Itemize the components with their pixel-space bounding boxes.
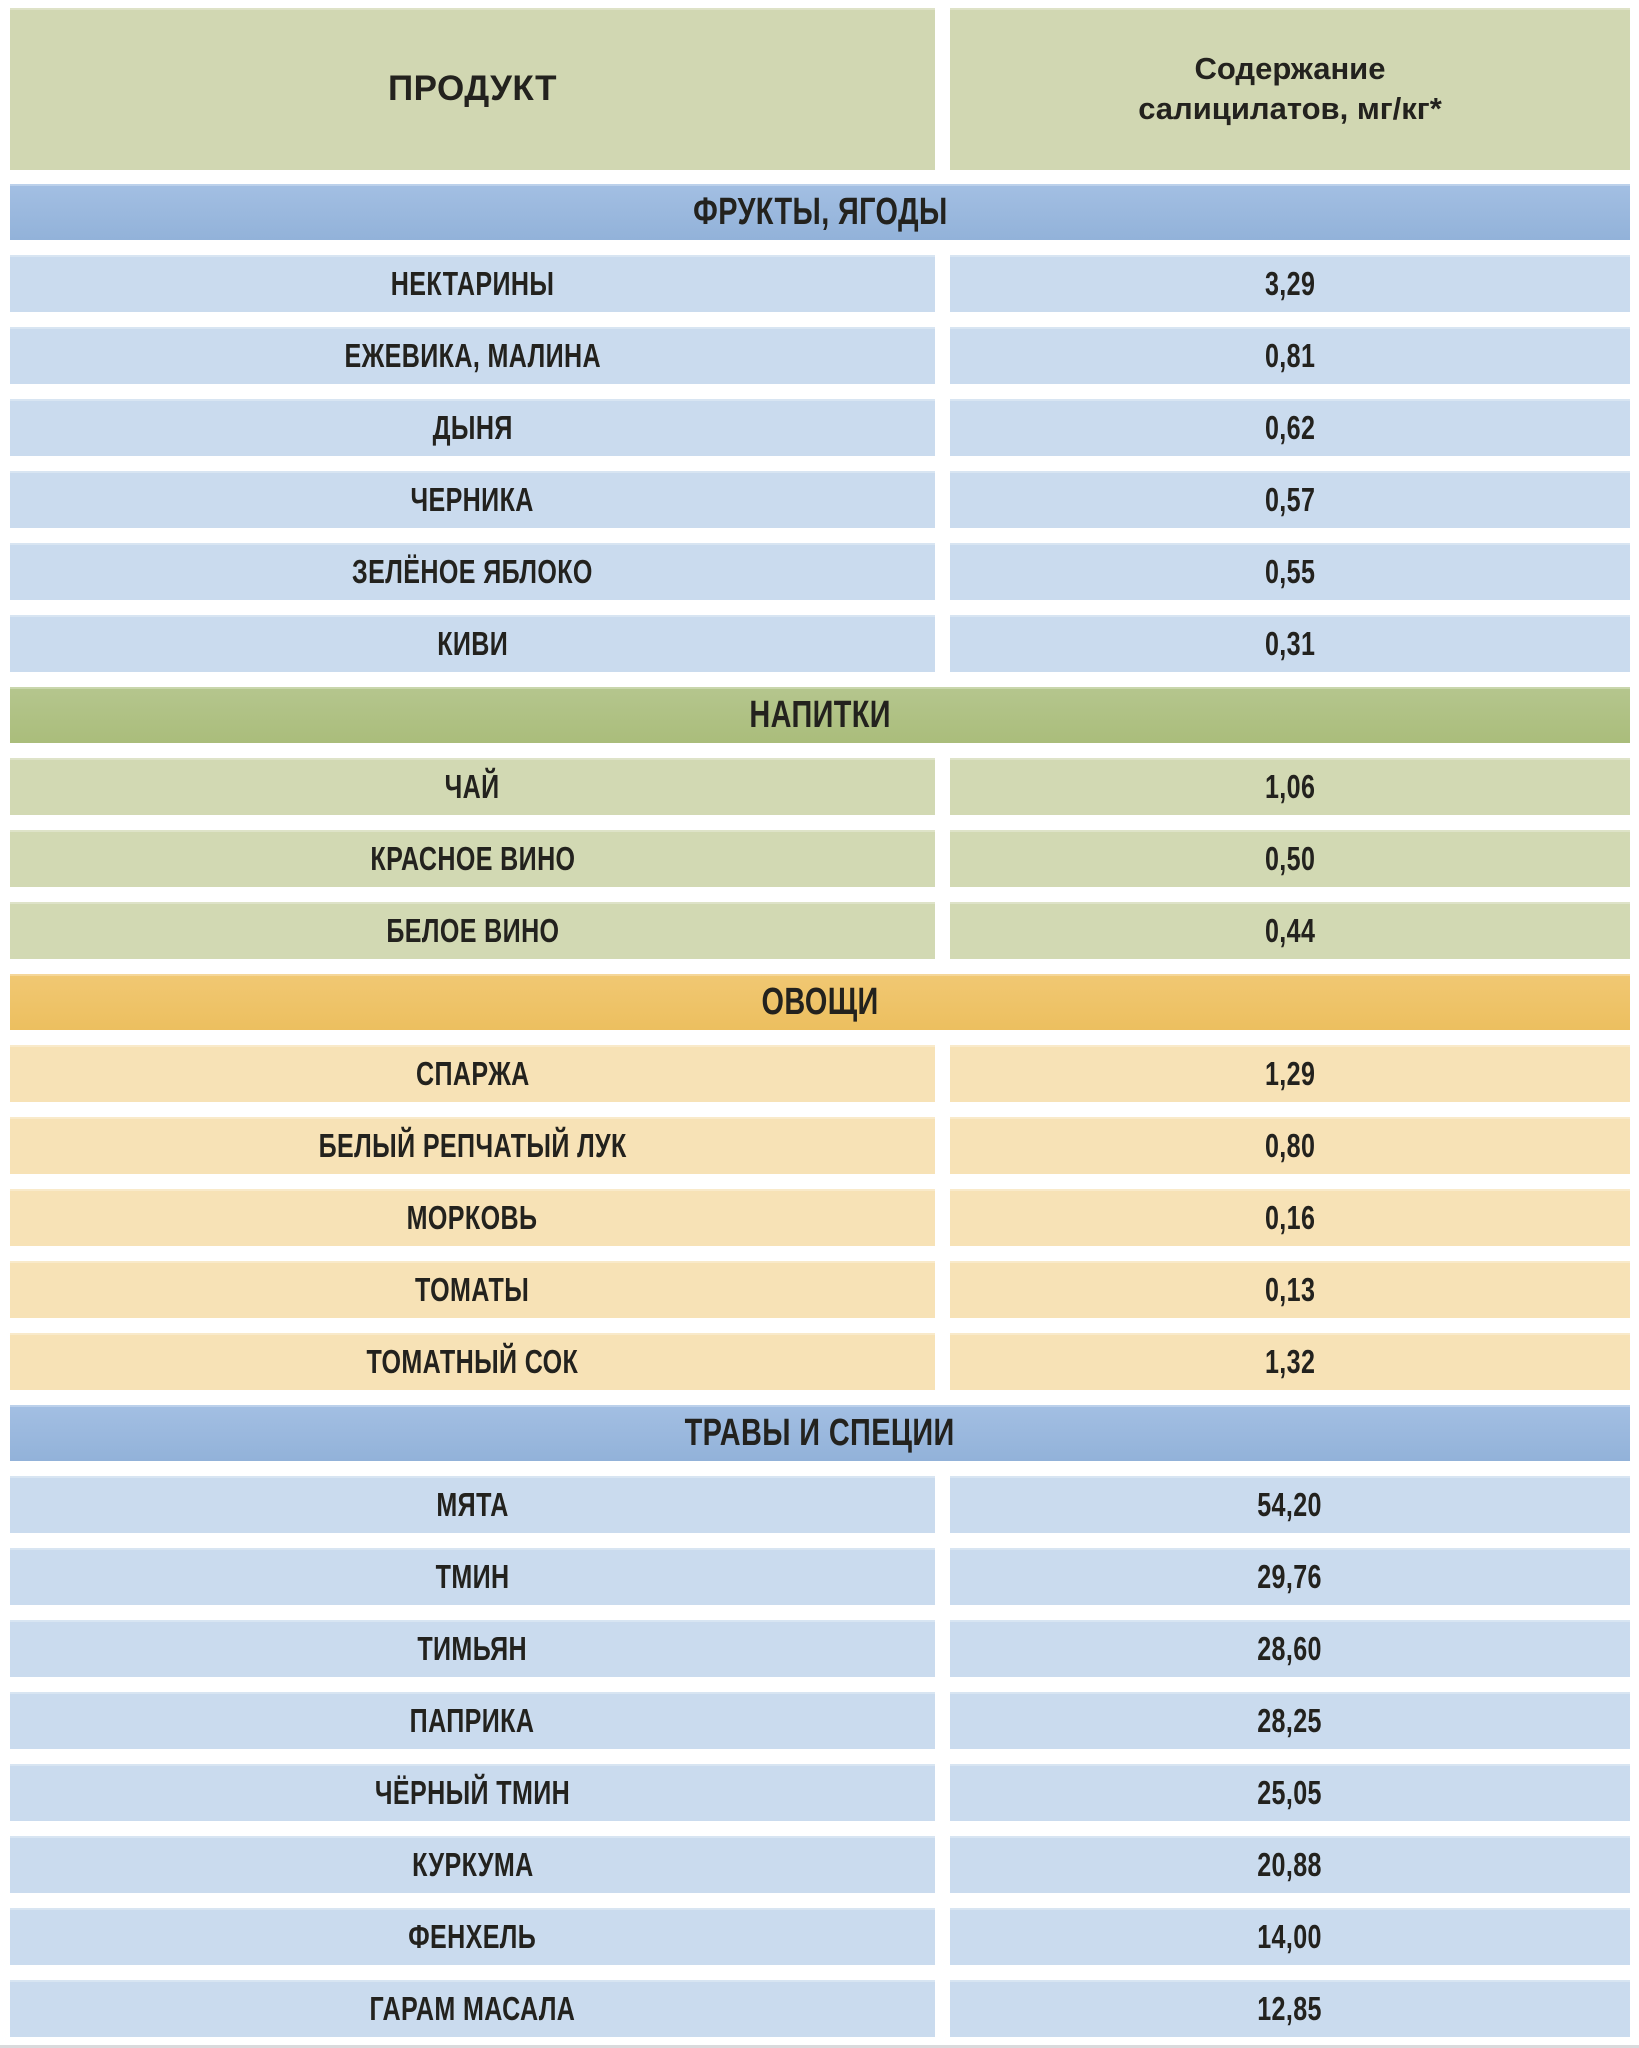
value-cell xyxy=(950,1117,1630,1174)
product-name: ЕЖЕВИКА, МАЛИНА xyxy=(344,336,601,374)
salicylate-value: 0,13 xyxy=(1264,1270,1316,1308)
product-name: МОРКОВЬ xyxy=(407,1198,538,1236)
salicylate-value: 1,06 xyxy=(1264,767,1316,805)
salicylate-value: 0,16 xyxy=(1264,1198,1316,1236)
product-name: КРАСНОЕ ВИНО xyxy=(369,839,576,877)
product-cell xyxy=(10,1692,935,1749)
table-row xyxy=(10,543,1630,600)
value-cell xyxy=(950,1333,1630,1390)
section-title: ТРАВЫ И СПЕЦИИ xyxy=(685,1411,955,1454)
product-cell xyxy=(10,1476,935,1533)
value-cell xyxy=(950,758,1630,815)
section-title: НАПИТКИ xyxy=(749,693,891,736)
product-name: КУРКУМА xyxy=(411,1845,534,1883)
product-name: ТОМАТЫ xyxy=(415,1270,530,1308)
salicylate-value: 3,29 xyxy=(1264,264,1316,302)
product-column-header xyxy=(10,8,935,170)
product-name: БЕЛОЕ ВИНО xyxy=(385,911,560,949)
value-cell xyxy=(950,1189,1630,1246)
product-name: ТИМЬЯН xyxy=(417,1629,528,1667)
product-name: КИВИ xyxy=(436,624,508,662)
value-cell xyxy=(950,902,1630,959)
salicylate-value: 0,44 xyxy=(1264,911,1316,949)
product-cell xyxy=(10,1045,935,1102)
salicylate-value: 0,62 xyxy=(1264,408,1316,446)
value-cell xyxy=(950,1620,1630,1677)
product-cell xyxy=(10,471,935,528)
salicylate-value: 29,76 xyxy=(1257,1557,1323,1595)
salicylate-value: 1,29 xyxy=(1264,1054,1316,1092)
value-cell xyxy=(950,399,1630,456)
product-cell xyxy=(10,615,935,672)
salicylate-value: 14,00 xyxy=(1257,1917,1323,1955)
product-name: ДЫНЯ xyxy=(432,408,513,446)
value-cell xyxy=(950,1692,1630,1749)
salicylate-value: 20,88 xyxy=(1257,1845,1323,1883)
salicylate-value: 1,32 xyxy=(1264,1342,1316,1380)
section-header xyxy=(10,184,1630,240)
value-cell xyxy=(950,1980,1630,2037)
product-name: ЧЕРНИКА xyxy=(410,480,535,518)
table-row xyxy=(10,399,1630,456)
product-column-label: ПРОДУКТ xyxy=(387,69,558,108)
table-row xyxy=(10,1980,1630,2037)
product-cell xyxy=(10,1836,935,1893)
product-cell xyxy=(10,1980,935,2037)
table-body xyxy=(10,184,1630,2037)
product-cell xyxy=(10,1189,935,1246)
table-row xyxy=(10,1692,1630,1749)
product-name: ТОМАТНЫЙ СОК xyxy=(366,1342,579,1380)
salicylate-value: 0,81 xyxy=(1264,336,1316,374)
salicylate-value: 0,50 xyxy=(1264,839,1316,877)
section-header-cell xyxy=(10,687,1630,743)
table-row xyxy=(10,758,1630,815)
product-cell xyxy=(10,327,935,384)
value-cell xyxy=(950,1045,1630,1102)
table-row xyxy=(10,1117,1630,1174)
product-cell xyxy=(10,1261,935,1318)
value-cell xyxy=(950,255,1630,312)
section-header xyxy=(10,1405,1630,1461)
product-cell xyxy=(10,543,935,600)
product-cell xyxy=(10,255,935,312)
table-row xyxy=(10,1476,1630,1533)
table-row xyxy=(10,1045,1630,1102)
value-cell xyxy=(950,1261,1630,1318)
salicylate-value: 0,55 xyxy=(1264,552,1316,590)
value-column-header xyxy=(950,8,1630,170)
table-row xyxy=(10,1836,1630,1893)
section-header-cell xyxy=(10,974,1630,1030)
value-cell xyxy=(950,327,1630,384)
table-row xyxy=(10,1189,1630,1246)
salicylate-value: 25,05 xyxy=(1257,1773,1323,1811)
salicylate-value: 0,80 xyxy=(1264,1126,1316,1164)
product-cell xyxy=(10,830,935,887)
product-cell xyxy=(10,399,935,456)
salicylate-value: 0,57 xyxy=(1264,480,1316,518)
product-name: НЕКТАРИНЫ xyxy=(390,264,555,302)
value-cell xyxy=(950,1476,1630,1533)
value-cell xyxy=(950,543,1630,600)
product-name: БЕЛЫЙ РЕПЧАТЫЙ ЛУК xyxy=(318,1126,627,1164)
value-cell xyxy=(950,1548,1630,1605)
salicylate-value: 0,31 xyxy=(1264,624,1316,662)
table-row xyxy=(10,902,1630,959)
product-cell xyxy=(10,1620,935,1677)
table-row xyxy=(10,327,1630,384)
table-row xyxy=(10,615,1630,672)
table-row xyxy=(10,830,1630,887)
value-cell xyxy=(950,830,1630,887)
product-cell xyxy=(10,1908,935,1965)
value-column-label: Содержание салицилатов, мг/кг* xyxy=(1138,51,1442,126)
table-row xyxy=(10,471,1630,528)
product-name: ЧЁРНЫЙ ТМИН xyxy=(374,1773,571,1811)
section-header-cell xyxy=(10,184,1630,240)
table-row xyxy=(10,1908,1630,1965)
value-cell xyxy=(950,615,1630,672)
section-title: ОВОЩИ xyxy=(761,980,879,1023)
product-name: ГАРАМ МАСАЛА xyxy=(369,1989,576,2027)
table-row xyxy=(10,1261,1630,1318)
value-cell xyxy=(950,1908,1630,1965)
section-header xyxy=(10,974,1630,1030)
section-title: ФРУКТЫ, ЯГОДЫ xyxy=(692,190,948,233)
product-cell xyxy=(10,902,935,959)
product-name: ТМИН xyxy=(435,1557,510,1595)
value-cell xyxy=(950,471,1630,528)
table-row xyxy=(10,1764,1630,1821)
value-cell xyxy=(950,1764,1630,1821)
section-header xyxy=(10,687,1630,743)
product-name: ЧАЙ xyxy=(445,767,500,805)
product-name: МЯТА xyxy=(436,1485,509,1523)
product-cell xyxy=(10,1333,935,1390)
salicylate-value: 28,25 xyxy=(1257,1701,1323,1739)
table-row xyxy=(10,255,1630,312)
product-name: СПАРЖА xyxy=(415,1054,530,1092)
product-cell xyxy=(10,1764,935,1821)
table-row xyxy=(10,1548,1630,1605)
table-row xyxy=(10,1620,1630,1677)
product-name: ПАПРИКА xyxy=(410,1701,535,1739)
product-cell xyxy=(10,758,935,815)
salicylate-value: 28,60 xyxy=(1257,1629,1323,1667)
table-header xyxy=(10,8,1630,170)
product-cell xyxy=(10,1548,935,1605)
salicylate-value: 12,85 xyxy=(1257,1989,1323,2027)
product-name: ФЕНХЕЛЬ xyxy=(408,1917,537,1955)
section-header-cell xyxy=(10,1405,1630,1461)
value-cell xyxy=(950,1836,1630,1893)
table-row xyxy=(10,1333,1630,1390)
product-name: ЗЕЛЁНОЕ ЯБЛОКО xyxy=(352,552,593,590)
salicylate-value: 54,20 xyxy=(1257,1485,1323,1523)
product-cell xyxy=(10,1117,935,1174)
